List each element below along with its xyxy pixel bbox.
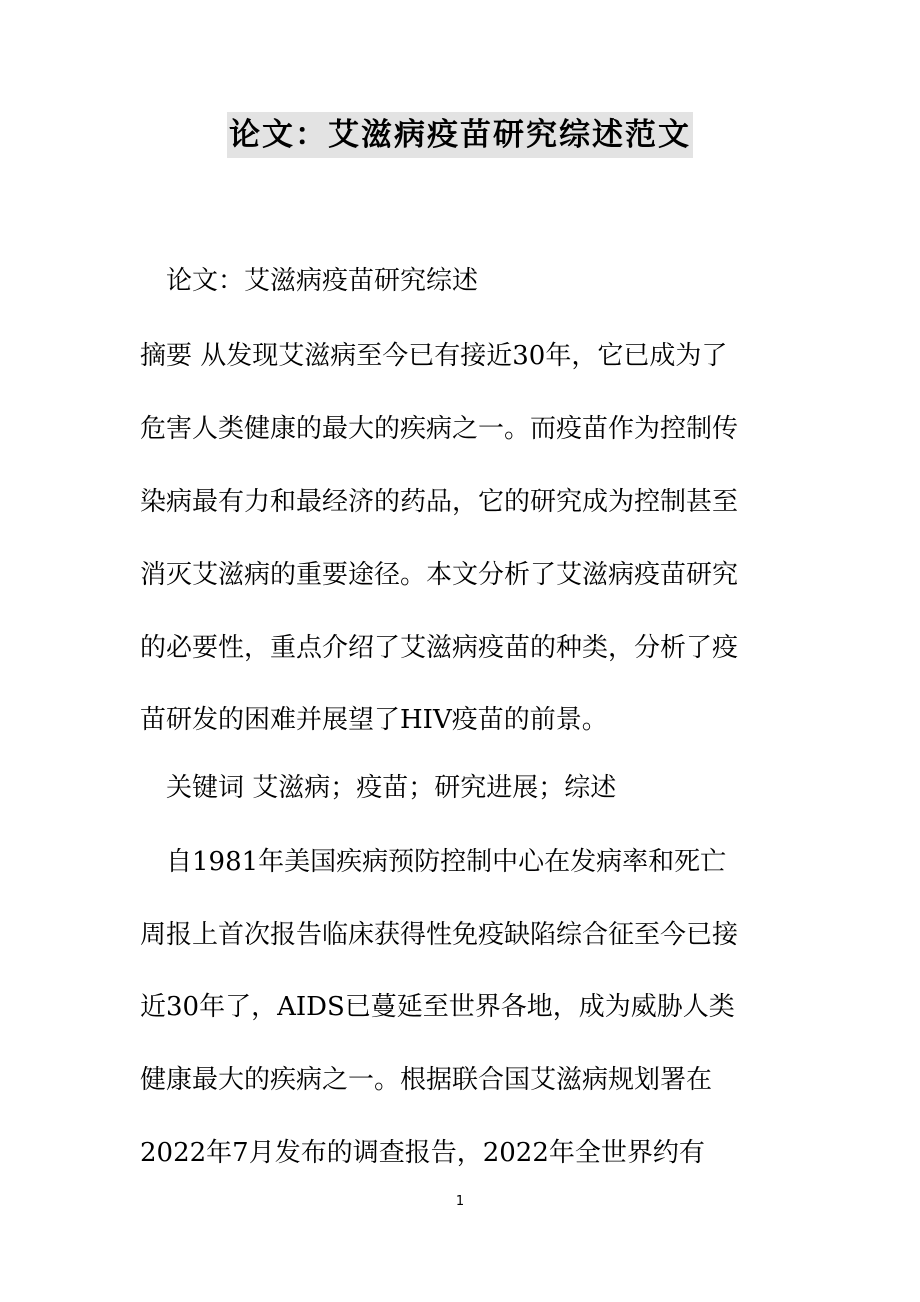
abstract-line: 的必要性，重点介绍了艾滋病疫苗的种类，分析了疫 xyxy=(140,633,739,663)
body-line: 近30年了，AIDS已蔓延至世界各地，成为威胁人类 xyxy=(140,992,735,1022)
abstract-line: 危害人类健康的最大的疾病之一。而疫苗作为控制传 xyxy=(140,414,739,444)
abstract-line: 苗研发的困难并展望了HIV疫苗的前景。 xyxy=(140,705,608,735)
body-line: 自1981年美国疾病预防控制中心在发病率和死亡 xyxy=(166,847,727,877)
document-title: 论文：艾滋病疫苗研究综述范文 xyxy=(227,112,693,158)
body-line: 健康最大的疾病之一。根据联合国艾滋病规划署在 xyxy=(140,1065,713,1095)
abstract-line: 染病最有力和最经济的药品，它的研究成为控制甚至 xyxy=(140,487,739,517)
body-line: 周报上首次报告临床获得性免疫缺陷综合征至今已接 xyxy=(140,920,739,950)
title-container xyxy=(0,112,920,158)
page-number: 1 xyxy=(455,1194,465,1209)
abstract-line: 消灭艾滋病的重要途径。本文分析了艾滋病疫苗研究 xyxy=(140,560,739,590)
body-line: 2022年7月发布的调查报告，2022年全世界约有 xyxy=(140,1138,705,1168)
abstract-line: 摘要 从发现艾滋病至今已有接近30年，它已成为了 xyxy=(140,341,728,371)
keywords-line: 关键词 艾滋病；疫苗；研究进展；综述 xyxy=(166,773,617,803)
document-subtitle: 论文：艾滋病疫苗研究综述 xyxy=(166,266,479,296)
